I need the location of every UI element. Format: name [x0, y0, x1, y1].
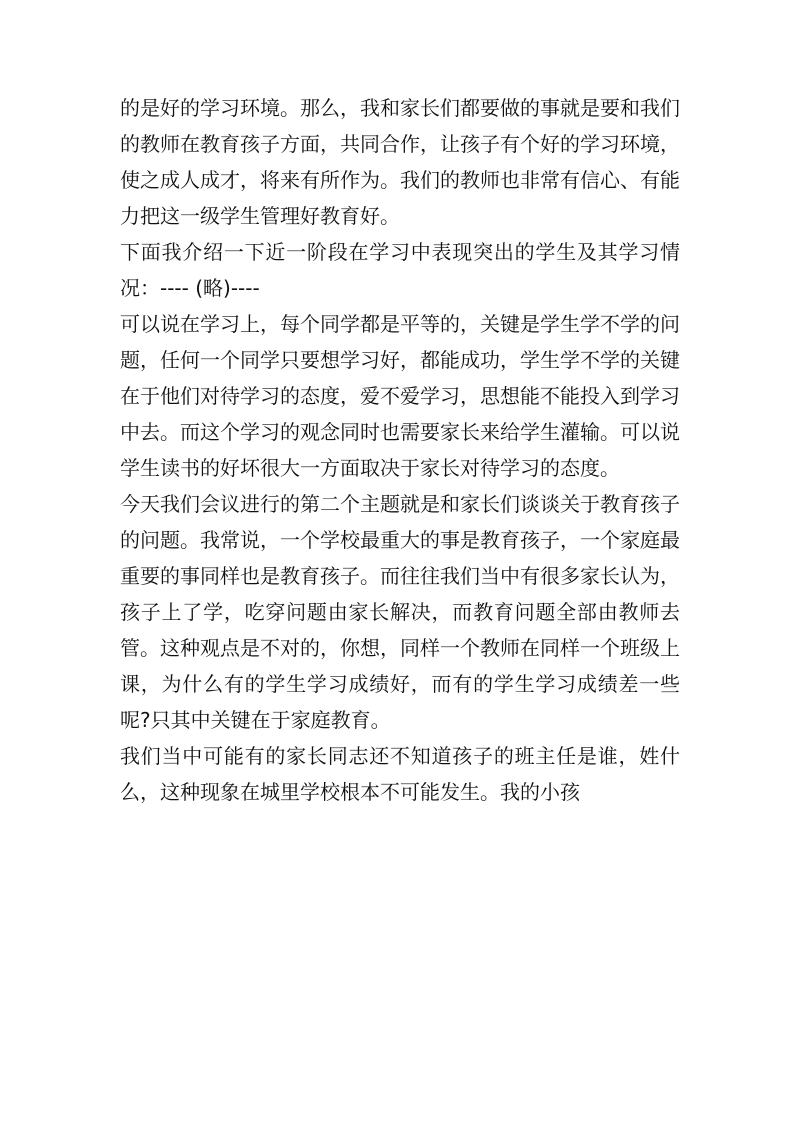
document-body [120, 90, 680, 810]
paragraph-4: 今天我们会议进行的第二个主题就是和家长们谈谈关于教育孩子的问题。我常说，一个学校最重大的事是教育孩子，一个家庭最重要的事同样也是教育孩子。而往往我们当中有很多家长认为，孩子上了学，吃穿问题由家长解决，而教育问题全部由教师去管。这种观点是不对的，你想，同样一个教师在同样一个班级上课，为什么有的学生学习成绩好，而有的学生学习成绩差一些呢?只其中关键在于家庭教育。 [120, 492, 680, 732]
paragraph-1: 的是好的学习环境。那么，我和家长们都要做的事就是要和我们的教师在教育孩子方面，共同合作，让孩子有个好的学习环境，使之成人成才，将来有所作为。我们的教师也非常有信心、有能力把这一级学生管理好教育好。 [120, 96, 680, 228]
paragraph-2: 下面我介绍一下近一阶段在学习中表现突出的学生及其学习情况：---- (略)---- [120, 240, 680, 300]
paragraph-3: 可以说在学习上，每个同学都是平等的，关键是学生学不学的问题，任何一个同学只要想学习好，都能成功，学生学不学的关键在于他们对待学习的态度，爱不爱学习，思想能不能投入到学习中去。而这个学习的观念同时也需要家长来给学生灌输。可以说学生读书的好坏很大一方面取决于家长对待学习的态度。 [120, 312, 680, 480]
paragraph-5: 我们当中可能有的家长同志还不知道孩子的班主任是谁，姓什么，这种现象在城里学校根本不可能发生。我的小孩 [120, 744, 680, 804]
